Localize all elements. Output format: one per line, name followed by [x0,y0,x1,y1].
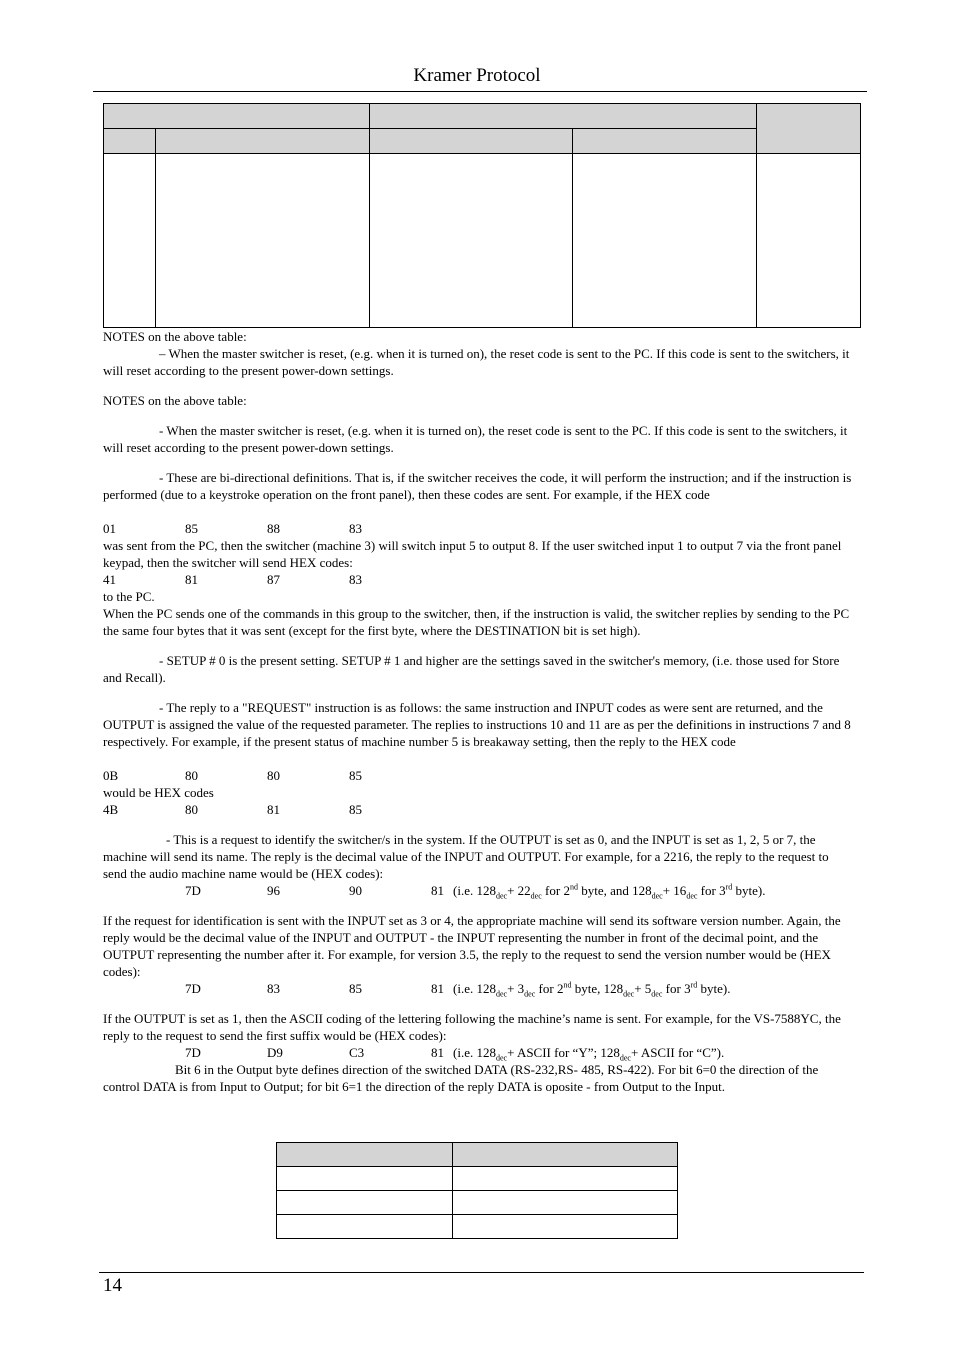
hex-byte: 7D [185,883,201,898]
table-cell [155,154,369,328]
header-rule [93,91,867,92]
hex-byte: 01 [103,521,116,536]
table-cell [452,1167,677,1191]
hex-byte: 81 [267,802,280,817]
hex-byte: 90 [349,883,362,898]
hex-byte: 85 [349,981,362,996]
table-cell [452,1191,677,1215]
table-header-cell [104,104,370,129]
to-pc-text: to the PC. [103,589,155,604]
table-cell [452,1215,677,1239]
table-cell [369,154,572,328]
reset-note: – When the master switcher is reset, (e.g. when it is turned on), the reset code is sent to the PC. If this code is sent to the switchers, it will reset according to the present power-down settings. [103,346,850,378]
instruction-table [103,103,861,328]
hex-byte: 88 [267,521,280,536]
hex-byte: 81 [185,572,198,587]
table-cell [277,1215,453,1239]
hex-byte: 96 [267,883,280,898]
hex-byte: 85 [349,802,362,817]
table-header-cell [573,129,757,154]
hex-byte: 7D [185,981,201,996]
hex-byte: 80 [267,768,280,783]
table-cell [277,1167,453,1191]
hex-byte: 85 [349,768,362,783]
table-header-cell [104,129,156,154]
reply-note: When the PC sends one of the commands in this group to the switcher, then, if the instruction is valid, the switcher replies by sending to the PC the same four bytes that it was sent (except for the first byte, where the DESTINATION bit is set high). [103,606,850,638]
hex-byte: 83 [349,521,362,536]
suffix-explanation: (i.e. $128_{dec}+$ ASCII for “Y”; $128_{dec}+$ ASCII for “C”). [453,1045,725,1063]
hex-byte: 4B [103,802,119,817]
hex-byte: 83 [267,981,280,996]
table-header-cell [369,129,572,154]
hex-byte: 41 [103,572,116,587]
hex-byte: 85 [185,521,198,536]
table-cell [104,154,156,328]
table-header-cell [155,129,369,154]
identify-explanation: (i.e. $128_{dec}+ 22_{dec}$ for 2nd byte, and $128_{dec}+ 16_{dec}$ for 3rd byte). [453,882,766,901]
hex-byte: 81 [431,981,444,996]
notes-heading: NOTES on the above table: [103,329,247,344]
bidirectional-note-continued: was sent from the PC, then the switcher (machine 3) will switch input 5 to output 8. If the user switched input 1 to output 7 via the front panel keypad, then the switcher will send HEX codes: [103,538,842,570]
footer-rule [99,1272,864,1273]
version-note: If the request for identification is sent with the INPUT set as 3 or 4, the appropriate machine will send its software version number. Again, the reply would be the decimal value of the INPUT and OUTPUT - the INPUT representing the number in front of the decimal point, and the OUTPUT representing the number after it. For example, for version 3.5, the reply to the request to send the version number would be (HEX codes): [103,913,841,979]
hex-byte: 87 [267,572,280,587]
hex-byte: 81 [431,883,444,898]
notes-heading: NOTES on the above table: [103,393,247,408]
table-cell [573,154,757,328]
hex-byte: D9 [267,1045,283,1060]
request-note-continued: would be HEX codes [103,785,214,800]
hex-byte: 80 [185,768,198,783]
suffix-note: If the OUTPUT is set as 1, then the ASCII coding of the lettering following the machine’s name is sent. For example, for the VS-7588YC, the reply to the request to send the first suffix would be (HEX codes): [103,1011,841,1043]
identify-note: - This is a request to identify the switcher/s in the system. If the OUTPUT is set as 0, and the INPUT is set as 1, 2, 5 or 7, the machine will send its name. The reply is the decimal value of the INPUT and OUTPUT. For example, for a 2216, the reply to the request to send the audio machine name would be (HEX codes): [103,832,829,881]
table-cell [277,1191,453,1215]
hex-byte: 7D [185,1045,201,1060]
direction-table [276,1142,678,1239]
bit6-note: Bit 6 in the Output byte defines direction of the switched DATA (RS-232,RS- 485, RS-422). For bit 6=0 the direction of the control DATA is from Input to Output; for bit 6=1 the direction of the reply DATA is oposite - from Output to the Input. [103,1062,819,1094]
reset-note: - When the master switcher is reset, (e.g. when it is turned on), the reset code is sent to the PC. If this code is sent to the switchers, it will reset according to the present power-down settings. [103,423,848,455]
hex-byte: 81 [431,1045,444,1060]
page-number: 14 [103,1275,122,1296]
hex-byte: 0B [103,768,119,783]
hex-byte: 80 [185,802,198,817]
page-title: Kramer Protocol [413,65,541,86]
bidirectional-note: - These are bi-directional definitions. That is, if the switcher receives the code, it will perform the instruction; and if the instruction is performed (due to a keystroke operation on the front panel), then these codes are sent. For example, if the HEX code [103,470,852,502]
table-header-cell [277,1143,453,1167]
version-explanation: (i.e. $128_{dec}+ 3_{dec}$ for 2nd byte, $128_{dec}+ 5_{dec}$ for 3rd byte). [453,980,731,999]
hex-byte: 83 [349,572,362,587]
table-header-cell [757,104,861,154]
request-note: - The reply to a "REQUEST" instruction is as follows: the same instruction and INPUT codes as were sent are returned, and the OUTPUT is assigned the value of the requested parameter. The replies to instructions 10 and 11 are as per the definitions in instructions 7 and 8 respectively. For example, if the present status of machine number 5 is breakaway setting, then the reply to the HEX code [103,700,851,749]
table-header-cell [452,1143,677,1167]
hex-byte: C3 [349,1045,365,1060]
table-cell [757,154,861,328]
setup-note: - SETUP # 0 is the present setting. SETUP # 1 and higher are the settings saved in the switcher's memory, (i.e. those used for Store and Recall). [103,653,840,685]
table-header-cell [369,104,756,129]
